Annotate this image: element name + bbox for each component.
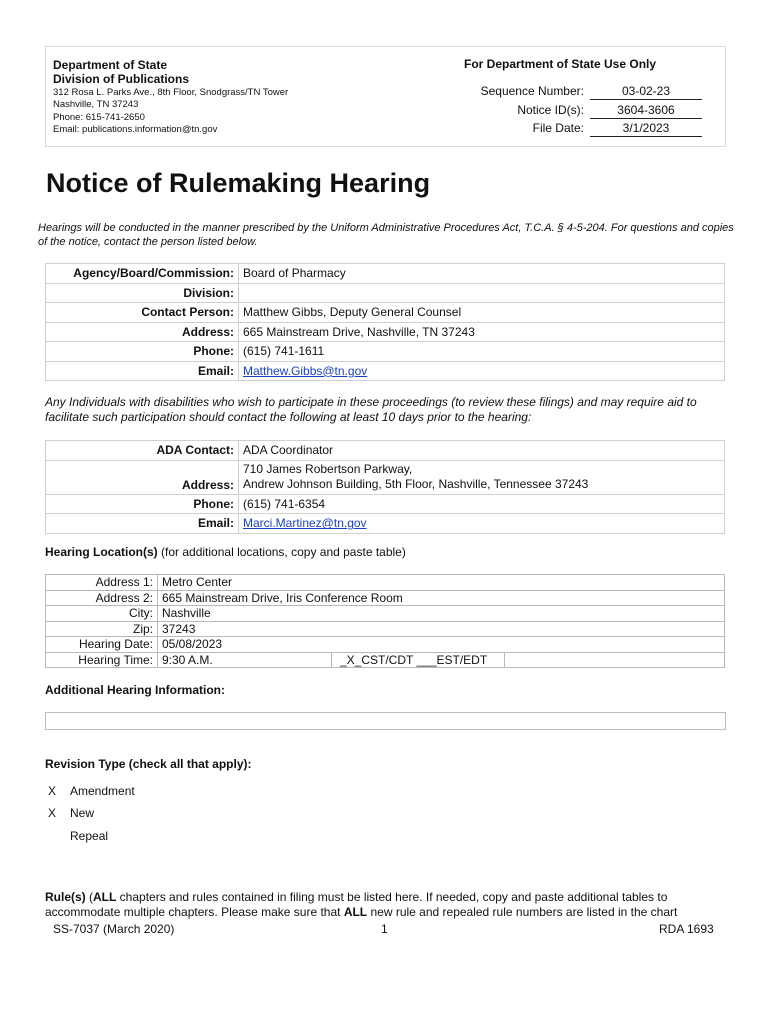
division-label: Division:	[46, 283, 239, 303]
rules-bold-label: Rule(s)	[45, 890, 86, 904]
page-number: 1	[381, 922, 388, 936]
form-number: SS-7037 (March 2020)	[53, 922, 175, 936]
table-row	[46, 637, 725, 653]
agency-label: Agency/Board/Commission:	[46, 264, 239, 284]
contact-email-link[interactable]: Matthew.Gibbs@tn.gov	[243, 363, 368, 378]
revision-item-amendment	[48, 784, 135, 798]
rda-number: RDA 1693	[659, 922, 714, 936]
table-row	[46, 590, 725, 606]
table-row	[46, 283, 725, 303]
additional-info-box	[45, 712, 726, 730]
sequence-number-row	[440, 82, 702, 100]
new-label: New	[70, 806, 95, 820]
table-row	[46, 621, 725, 637]
contact-person-value: Matthew Gibbs, Deputy General Counsel	[239, 303, 725, 323]
rules-bold-all-1: ALL	[93, 890, 117, 904]
contact-phone-label: Phone:	[46, 342, 239, 362]
rules-text-2: chapters and rules contained in filing must be listed here. If needed, copy and paste additional tables to accommodate multiple chapters. Please make sure that	[45, 890, 668, 919]
time-zone-value: _X_CST/CDT ___EST/EDT	[336, 653, 505, 667]
file-date-value: 3/1/2023	[590, 121, 702, 137]
amendment-check-mark: X	[48, 784, 57, 798]
address1-value: Metro Center	[158, 575, 725, 591]
dept-phone: Phone: 615-741-2650	[53, 111, 145, 123]
table-row	[46, 606, 725, 622]
hearing-location-heading	[45, 545, 406, 559]
ada-email-link[interactable]: Marci.Martinez@tn.gov	[243, 516, 367, 531]
hearing-time-label: Hearing Time:	[46, 652, 158, 668]
hearing-location-heading-bold: Hearing Location(s)	[45, 545, 158, 559]
table-row	[46, 342, 725, 362]
table-row	[46, 514, 725, 534]
notice-id-row	[440, 101, 702, 119]
address2-value: 665 Mainstream Drive, Iris Conference Room	[158, 590, 725, 606]
address1-label: Address 1:	[46, 575, 158, 591]
table-row	[46, 494, 725, 514]
contact-address-label: Address:	[46, 322, 239, 342]
notice-id-value: 3604-3606	[590, 103, 702, 119]
table-row	[46, 303, 725, 323]
notice-id-label: Notice ID(s):	[517, 103, 584, 117]
ada-contact-value: ADA Coordinator	[239, 441, 725, 461]
hearing-time-value: 9:30 A.M.	[158, 652, 332, 668]
department-name: Department of State	[53, 58, 168, 72]
revision-item-new	[48, 806, 94, 820]
contact-table	[45, 263, 725, 381]
ada-address-label: Address:	[46, 460, 239, 494]
ada-address-value	[239, 460, 725, 494]
ada-phone-value: (615) 741-6354	[239, 494, 725, 514]
hearing-date-label: Hearing Date:	[46, 637, 158, 653]
dept-address: 312 Rosa L. Parks Ave., 8th Floor, Snodgrass/TN Tower	[53, 87, 289, 98]
rules-text-1: (	[85, 890, 94, 904]
new-check-mark: X	[48, 806, 57, 820]
ada-address-line1: 710 James Robertson Parkway,	[243, 461, 413, 476]
rules-bold-all-2: ALL	[343, 905, 368, 919]
address2-label: Address 2:	[46, 590, 158, 606]
additional-info-heading: Additional Hearing Information:	[45, 683, 225, 697]
hearing-location-heading-note: (for additional locations, copy and paste table)	[157, 545, 406, 559]
rules-instructions	[45, 890, 735, 920]
agency-value: Board of Pharmacy	[239, 264, 725, 284]
zip-value: 37243	[158, 621, 725, 637]
file-date-label: File Date:	[532, 121, 584, 135]
table-row	[46, 322, 725, 342]
sequence-label: Sequence Number:	[480, 84, 584, 98]
table-row	[46, 575, 725, 591]
rules-text-3: new rule and repealed rule numbers are listed in the chart	[367, 905, 678, 919]
hearing-location-table	[45, 574, 725, 668]
ada-table	[45, 440, 725, 534]
table-row	[46, 441, 725, 461]
revision-item-repeal	[48, 829, 108, 843]
table-row	[46, 264, 725, 284]
use-only-heading: For Department of State Use Only	[464, 57, 657, 71]
dept-email: Email: publications.information@tn.gov	[53, 123, 218, 135]
sequence-value: 03-02-23	[590, 84, 702, 100]
contact-phone-value: (615) 741-1611	[239, 342, 725, 362]
ada-address-line2: Andrew Johnson Building, 5th Floor, Nashville, Tennessee 37243	[243, 476, 589, 491]
contact-email-label: Email:	[46, 361, 239, 381]
ada-contact-label: ADA Contact:	[46, 441, 239, 461]
table-row	[46, 361, 725, 381]
city-value: Nashville	[158, 606, 725, 622]
file-date-row	[440, 119, 702, 137]
intro-text: Hearings will be conducted in the manner prescribed by the Uniform Administrative Procedures Act, T.C.A. § 4-5-204. For questions and copies of the notice, contact the person listed below.	[38, 222, 734, 248]
page-title: Notice of Rulemaking Hearing	[46, 168, 431, 198]
division-name: Division of Publications	[53, 72, 190, 86]
division-value	[239, 283, 725, 303]
table-row	[46, 652, 725, 668]
table-row	[46, 460, 725, 494]
contact-address-value: 665 Mainstream Drive, Nashville, TN 37243	[239, 322, 725, 342]
hearing-date-value: 05/08/2023	[158, 637, 725, 653]
amendment-label: Amendment	[70, 784, 135, 798]
ada-email-label: Email:	[46, 514, 239, 534]
zip-label: Zip:	[46, 621, 158, 637]
ada-phone-label: Phone:	[46, 494, 239, 514]
dept-city: Nashville, TN 37243	[53, 99, 139, 111]
revision-type-heading: Revision Type (check all that apply):	[45, 757, 252, 771]
repeal-label: Repeal	[70, 829, 109, 843]
disability-note: Any Individuals with disabilities who wish to participate in these proceedings (to review these filings) and may require aid to facilitate such participation should contact the following at least 10 days prior to the hearing:	[45, 395, 697, 424]
city-label: City:	[46, 606, 158, 622]
contact-person-label: Contact Person:	[46, 303, 239, 323]
department-block	[53, 58, 288, 136]
